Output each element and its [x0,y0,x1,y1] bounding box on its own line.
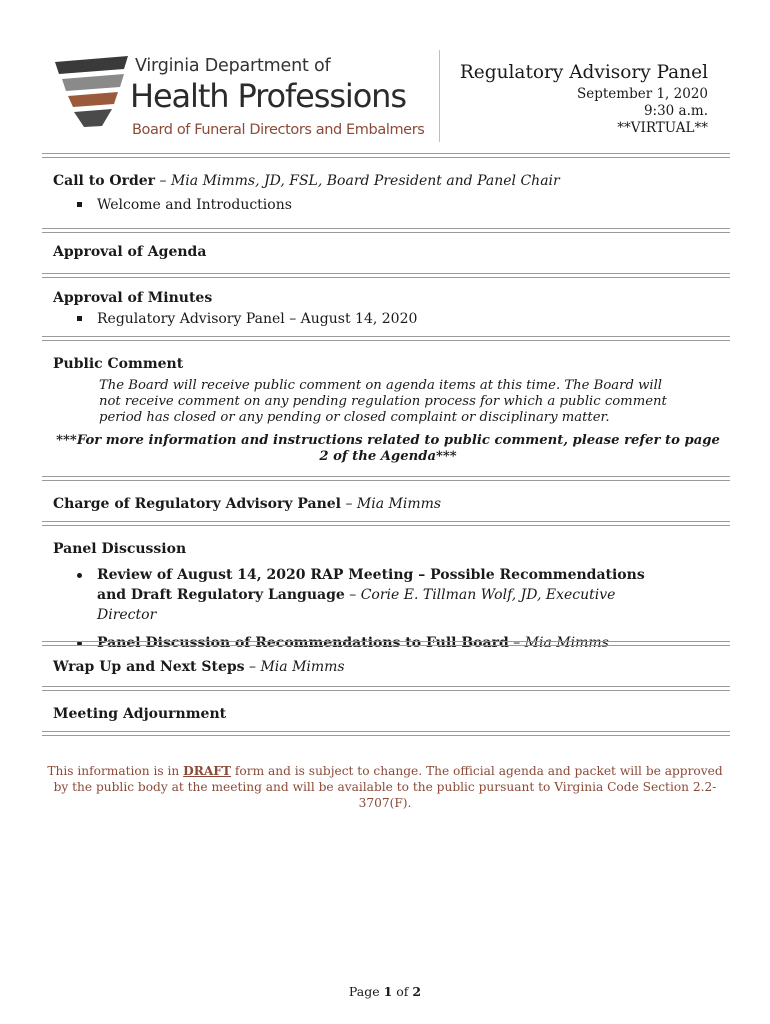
page-total: 2 [412,984,422,999]
section-divider [42,641,730,646]
section-divider [42,476,730,481]
agenda-call-to-order [53,171,723,215]
list-item: Welcome and Introductions [53,195,723,215]
disclaimer-text: This information is in [47,764,184,778]
agenda-approval-minutes [53,288,723,329]
of-word: of [392,984,413,999]
presenter: Mia Mimms [524,635,609,651]
agenda-charge [53,494,723,514]
section-divider [42,731,730,736]
discussion-topic: Review of August 14, 2020 RAP Meeting – Possible Recommendations and Draft Regulatory Language [97,567,645,603]
agenda-public-comment [53,354,723,465]
logo-emblem-icon [52,52,132,132]
item-label: Approval of Minutes [53,290,213,306]
agenda-panel-discussion [53,539,723,653]
logo-line-2: Health Professions [130,77,406,115]
agenda-wrap-up [53,657,723,677]
item-label: Meeting Adjournment [53,706,227,722]
public-comment-text: The Board will receive public comment on agenda items at this time. The Board will not receive comment on any pending regulation process for which a public comment period has closed or any pending or closed complaint or disciplinary matter. [99,378,667,425]
section-divider [42,228,730,233]
page-number: 1 [383,984,393,999]
separator: – [508,635,525,651]
meeting-title: Regulatory Advisory Panel [459,62,708,83]
separator: – [344,587,361,603]
logo-line-1: Virginia Department of [135,56,331,76]
page-footer [0,984,770,999]
section-divider [42,153,730,158]
meeting-time: 9:30 a.m. [643,103,708,119]
separator: – [155,173,171,189]
item-label: Public Comment [53,356,184,372]
item-label: Call to Order [53,173,156,189]
separator: – [341,496,357,512]
agenda-approval-agenda [53,242,723,262]
list-item: Regulatory Advisory Panel – August 14, 2020 [53,309,723,329]
draft-emphasis: DRAFT [183,764,232,778]
section-divider [42,686,730,691]
vdhp-logo [52,52,442,152]
discussion-topic: Panel Discussion of Recommendations to Full Board [97,635,509,651]
separator: – [244,659,261,675]
public-comment-note: ***For more information and instructions related to public comment, please refer to page 2 of the Agenda*** [56,433,720,464]
section-divider [42,273,730,278]
meeting-info [460,62,708,137]
item-label: Wrap Up and Next Steps [53,659,245,675]
agenda-adjournment [53,704,723,724]
presenter: Mia Mimms, JD, FSL, Board President and Panel Chair [170,173,560,189]
list-item [53,565,723,625]
section-divider [42,521,730,526]
draft-disclaimer [40,763,730,811]
header-divider [439,50,440,142]
item-label: Panel Discussion [53,541,187,557]
disclaimer-text: form and is subject to change. The official agenda and packet will be approved by the public body at the meeting and will be available to the public pursuant to Virginia Code Section 2.2-3707(F). [53,764,723,810]
item-label: Approval of Agenda [53,244,207,260]
item-label: Charge of Regulatory Advisory Panel [53,496,341,512]
page-word: Page [348,984,384,999]
meeting-date: September 1, 2020 [577,86,708,102]
presenter: Corie E. Tillman Wolf, JD, Executive Director [97,587,616,623]
presenter: Mia Mimms [356,496,442,512]
presenter: Mia Mimms [260,659,345,675]
meeting-mode: **VIRTUAL** [617,120,708,136]
logo-line-3: Board of Funeral Directors and Embalmers [132,122,425,138]
section-divider [42,336,730,341]
document-header [0,0,770,150]
